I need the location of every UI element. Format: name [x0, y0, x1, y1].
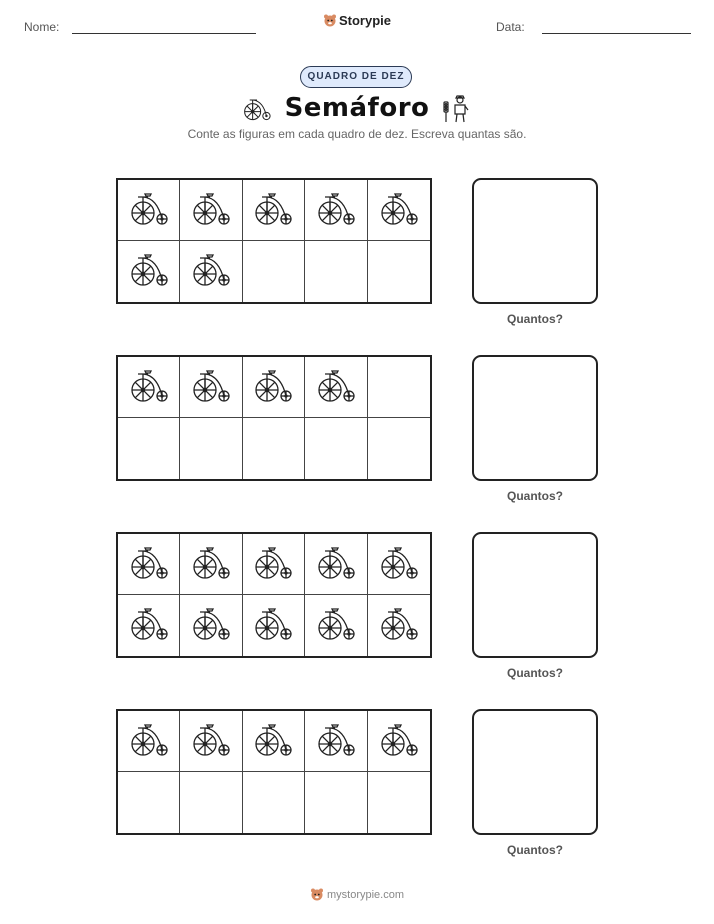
ten-frame-cell [368, 772, 430, 833]
penny-farthing-bicycle-icon [377, 601, 421, 650]
ten-frame-2 [116, 355, 432, 481]
answer-box-4[interactable] [472, 709, 598, 835]
ten-frame-cell [368, 595, 430, 656]
ten-frame-cell [305, 772, 367, 833]
ten-frame-cell [118, 711, 180, 772]
answer-label-2: Quantos? [507, 489, 563, 503]
ten-frame-cell [180, 534, 242, 595]
answer-box-1[interactable] [472, 178, 598, 304]
category-badge: QUADRO DE DEZ [300, 66, 412, 88]
ten-frame-cell [305, 357, 367, 418]
date-label: Data: [496, 20, 525, 34]
penny-farthing-bicycle-icon [251, 186, 295, 235]
instructions: Conte as figuras em cada quadro de dez. Escreva quantas são. [187, 127, 527, 141]
ten-frame-cell [368, 534, 430, 595]
footer [0, 887, 714, 901]
penny-farthing-bicycle-icon [251, 601, 295, 650]
answer-box-2[interactable] [472, 355, 598, 481]
penny-farthing-bicycle-icon [127, 363, 171, 412]
ten-frame-cell [243, 772, 305, 833]
name-label: Nome: [24, 20, 60, 34]
ten-frame-cell [118, 595, 180, 656]
answer-label-1: Quantos? [507, 312, 563, 326]
penny-farthing-bicycle-icon [314, 186, 358, 235]
name-line[interactable] [72, 33, 256, 34]
date-line[interactable] [542, 33, 691, 34]
penny-farthing-bicycle-icon [251, 717, 295, 766]
ten-frame-cell [118, 418, 180, 479]
penny-farthing-bicycle-icon [251, 363, 295, 412]
ten-frame-cell [118, 772, 180, 833]
penny-farthing-bicycle-icon [189, 540, 233, 589]
penny-farthing-bicycle-icon [377, 540, 421, 589]
ten-frame-cell [243, 595, 305, 656]
title-row [0, 90, 714, 126]
penny-farthing-bicycle-icon [189, 363, 233, 412]
penny-farthing-bicycle-icon [127, 186, 171, 235]
answer-box-3[interactable] [472, 532, 598, 658]
ten-frame-cell [368, 180, 430, 241]
ten-frame-cell [305, 180, 367, 241]
footer-url: mystorypie.com [326, 889, 405, 901]
ten-frame-cell [243, 418, 305, 479]
ten-frame-cell [243, 711, 305, 772]
ten-frame-cell [368, 418, 430, 479]
ten-frame-cell [305, 595, 367, 656]
answer-label-3: Quantos? [507, 666, 563, 680]
ten-frame-cell [180, 711, 242, 772]
ten-frame-cell [305, 711, 367, 772]
ten-frame-cell [118, 241, 180, 302]
penny-farthing-bicycle-icon [251, 540, 295, 589]
brand-name: Storypie [338, 13, 391, 28]
storypie-mascot-icon [323, 13, 337, 27]
penny-farthing-bicycle-icon [189, 247, 233, 296]
penny-farthing-bicycle-icon [189, 601, 233, 650]
ten-frame-4 [116, 709, 432, 835]
storypie-mascot-icon [310, 887, 324, 901]
penny-farthing-bicycle-icon [377, 186, 421, 235]
ten-frame-cell [118, 180, 180, 241]
ten-frame-cell [180, 418, 242, 479]
ten-frame-cell [180, 772, 242, 833]
penny-farthing-bicycle-icon [241, 92, 273, 124]
ten-frame-cell [305, 534, 367, 595]
ten-frame-cell [180, 241, 242, 302]
penny-farthing-bicycle-icon [314, 540, 358, 589]
ten-frame-cell [368, 241, 430, 302]
ten-frame-cell [368, 711, 430, 772]
traffic-officer-icon [441, 92, 473, 124]
penny-farthing-bicycle-icon [127, 540, 171, 589]
penny-farthing-bicycle-icon [189, 717, 233, 766]
penny-farthing-bicycle-icon [314, 717, 358, 766]
penny-farthing-bicycle-icon [314, 601, 358, 650]
ten-frame-cell [368, 357, 430, 418]
ten-frame-3 [116, 532, 432, 658]
ten-frame-cell [243, 180, 305, 241]
ten-frame-cell [118, 357, 180, 418]
answer-label-4: Quantos? [507, 843, 563, 857]
penny-farthing-bicycle-icon [377, 717, 421, 766]
ten-frame-1 [116, 178, 432, 304]
brand-logo [0, 13, 714, 28]
ten-frame-cell [305, 241, 367, 302]
ten-frame-cell [180, 595, 242, 656]
penny-farthing-bicycle-icon [127, 717, 171, 766]
penny-farthing-bicycle-icon [189, 186, 233, 235]
penny-farthing-bicycle-icon [127, 247, 171, 296]
ten-frame-cell [305, 418, 367, 479]
ten-frame-cell [243, 534, 305, 595]
ten-frame-cell [243, 357, 305, 418]
ten-frame-cell [180, 180, 242, 241]
penny-farthing-bicycle-icon [127, 601, 171, 650]
ten-frame-cell [118, 534, 180, 595]
penny-farthing-bicycle-icon [314, 363, 358, 412]
page-title: Semáforo [284, 93, 430, 123]
ten-frame-cell [180, 357, 242, 418]
ten-frame-cell [243, 241, 305, 302]
